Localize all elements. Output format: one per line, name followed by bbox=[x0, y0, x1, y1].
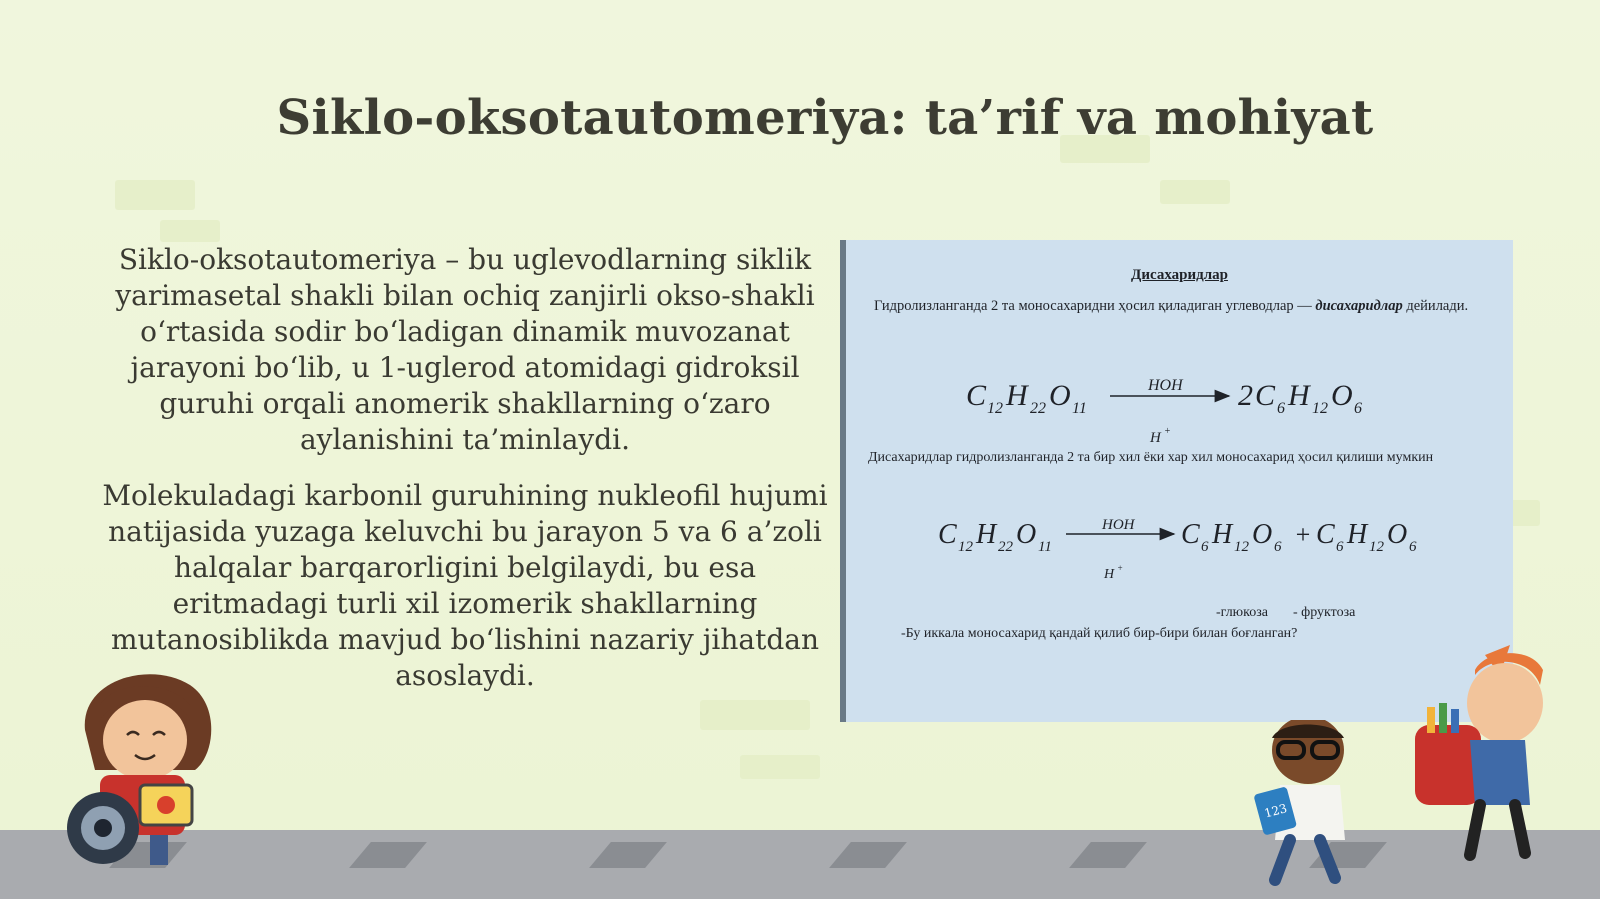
svg-text:6: 6 bbox=[1354, 400, 1362, 417]
svg-text:6: 6 bbox=[1274, 539, 1282, 555]
label-glucose: -глюкоза bbox=[1216, 605, 1268, 620]
svg-text:+: + bbox=[1117, 563, 1124, 573]
svg-text:C: C bbox=[966, 379, 987, 412]
svg-text:O: O bbox=[1387, 519, 1408, 550]
svg-text:12: 12 bbox=[958, 539, 973, 555]
panel-monosaccharide-labels bbox=[1216, 605, 1355, 621]
ground-stripe bbox=[829, 842, 907, 868]
svg-text:11: 11 bbox=[1038, 539, 1052, 555]
svg-text:6: 6 bbox=[1277, 400, 1285, 417]
body-text bbox=[100, 242, 830, 714]
definition-text: Гидролизланганда 2 та моносахаридни ҳосил қиладиган углеводлар — bbox=[874, 298, 1312, 314]
svg-text:C: C bbox=[1316, 519, 1335, 550]
svg-text:C: C bbox=[938, 519, 957, 550]
equation-1 bbox=[966, 377, 1362, 446]
definition-term: дисахаридлар bbox=[1315, 298, 1403, 314]
bg-shape bbox=[160, 220, 220, 242]
svg-text:H: H bbox=[1006, 379, 1028, 412]
svg-text:H: H bbox=[1212, 519, 1233, 550]
svg-text:H: H bbox=[976, 519, 997, 550]
ground-stripe bbox=[349, 842, 427, 868]
svg-text:+: + bbox=[1294, 520, 1312, 549]
svg-text:22: 22 bbox=[998, 539, 1013, 555]
svg-text:6: 6 bbox=[1201, 539, 1209, 555]
eq1-catalyst: H bbox=[1150, 430, 1161, 446]
svg-text:6: 6 bbox=[1336, 539, 1344, 555]
eq2-catalyst: H bbox=[1104, 567, 1115, 582]
svg-text:O: O bbox=[1331, 379, 1353, 412]
svg-text:2: 2 bbox=[1238, 379, 1253, 412]
ground-stripe bbox=[589, 842, 667, 868]
svg-text:12: 12 bbox=[1312, 400, 1328, 417]
svg-text:12: 12 bbox=[987, 400, 1003, 417]
panel-note: Дисахаридлар гидролизланганда 2 та бир хил ёки хар хил моносахарид ҳосил қилиши мумкин bbox=[868, 450, 1434, 465]
bg-shape bbox=[740, 755, 820, 779]
label-fructose: - фруктоза bbox=[1292, 605, 1356, 620]
slide-title: Siklo-oksotautomeriya: ta’rif va mohiyat bbox=[276, 90, 1374, 147]
bg-shape bbox=[1160, 180, 1230, 204]
svg-text:12: 12 bbox=[1234, 539, 1249, 555]
svg-text:O: O bbox=[1252, 519, 1273, 550]
eq1-reagent: HOH bbox=[1148, 377, 1183, 394]
ground-stripe bbox=[1069, 842, 1147, 868]
svg-text:O: O bbox=[1016, 519, 1037, 550]
svg-text:C: C bbox=[1181, 519, 1200, 550]
bg-shape bbox=[115, 180, 195, 210]
svg-text:12: 12 bbox=[1369, 539, 1384, 555]
kid-wheelchair-illustration bbox=[55, 660, 235, 890]
paragraph-mechanism: Molekuladagi karbonil guruhining nukleofil hujumi natijasida yuzaga keluvchi bu jarayon 5 va 6 a’zoli halqalar barqarorligini belgilaydi, bu esa eritmadagi turli xil izomerik shakllarning mutanosiblikda mavjud bo‘lishini nazariy jihatdan asoslaydi. bbox=[102, 479, 828, 692]
svg-text:+: + bbox=[1164, 426, 1171, 437]
svg-text:H: H bbox=[1288, 379, 1310, 412]
paragraph-definition: Siklo-oksotautomeriya – bu uglevodlarning siklik yarimasetal shakli bilan ochiq zanjirli okso-shakli o‘rtasida sodir bo‘ladigan dinamik muvozanat jarayoni bo‘lib, u 1-uglerod atomidagi gidroksil guruhi orqali anomerik shakllarning o‘zaro aylanishini ta’minlaydi. bbox=[115, 243, 815, 456]
svg-text:22: 22 bbox=[1030, 400, 1046, 417]
svg-text:O: O bbox=[1049, 379, 1071, 412]
svg-text:11: 11 bbox=[1072, 400, 1087, 417]
svg-text:H: H bbox=[1347, 519, 1368, 550]
panel-question: -Бу иккала моносахарид қандай қилиб бир-бири билан боғланган? bbox=[901, 626, 1298, 641]
svg-text:6: 6 bbox=[1409, 539, 1417, 555]
svg-text:123: 123 bbox=[1262, 801, 1289, 821]
kid-with-backpack-illustration bbox=[1415, 645, 1565, 875]
kid-with-book-illustration bbox=[1250, 720, 1380, 895]
panel-heading: Дисахаридлар bbox=[1131, 267, 1228, 283]
textbook-image-panel bbox=[840, 240, 1513, 722]
eq2-reagent: HOH bbox=[1102, 517, 1135, 533]
reaction-equations bbox=[846, 240, 1513, 722]
svg-text:C: C bbox=[1255, 379, 1276, 412]
equation-2 bbox=[938, 517, 1417, 582]
definition-tail: дейилади. bbox=[1406, 298, 1469, 314]
